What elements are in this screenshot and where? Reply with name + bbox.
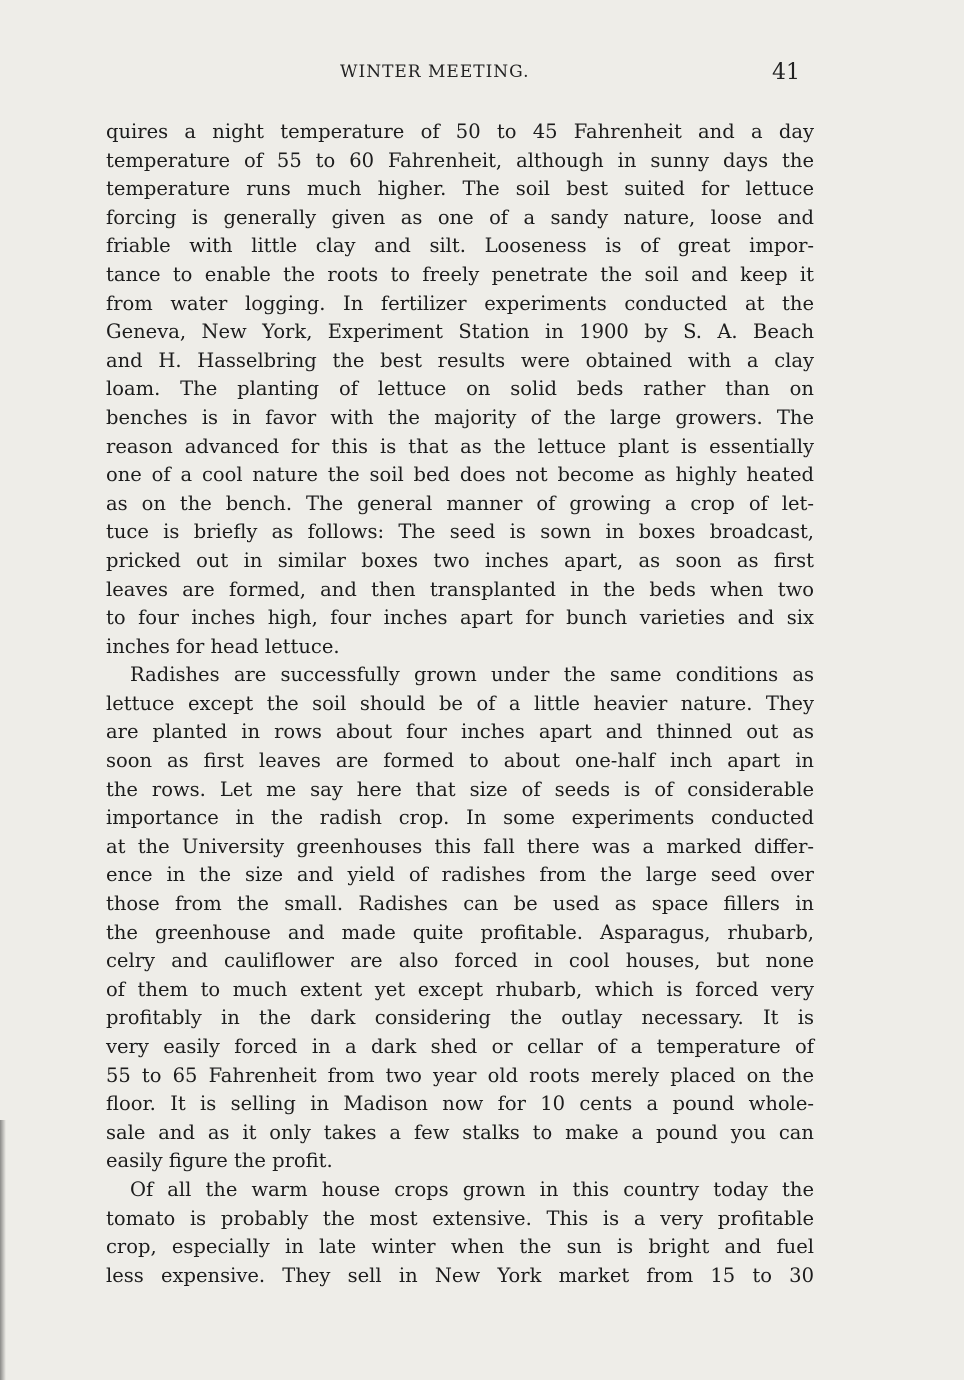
text-line: from water logging. In fertilizer experiments conducted at the <box>106 291 814 315</box>
text-line: forcing is generally given as one of a sandy nature, loose and <box>106 205 814 229</box>
text-line: 55 to 65 Fahrenheit from two year old roots merely placed on the <box>106 1063 814 1087</box>
text-line: pricked out in similar boxes two inches apart, as soon as first <box>106 548 814 572</box>
text-line: less expensive. They sell in New York market from 15 to 30 <box>106 1263 814 1287</box>
text-line: lettuce except the soil should be of a little heavier nature. They <box>106 691 814 715</box>
paragraph-start-line: Of all the warm house crops grown in this country today the <box>130 1177 814 1201</box>
text-line: the greenhouse and made quite profitable. Asparagus, rhubarb, <box>106 920 814 944</box>
text-line: the rows. Let me say here that size of seeds is of considerable <box>106 777 814 801</box>
text-line: leaves are formed, and then transplanted in the beds when two <box>106 577 814 601</box>
text-line: profitably in the dark considering the outlay necessary. It is <box>106 1006 814 1030</box>
text-line: temperature of 55 to 60 Fahrenheit, although in sunny days the <box>106 148 814 172</box>
text-line: very easily forced in a dark shed or cellar of a temperature of <box>106 1035 814 1058</box>
text-line: those from the small. Radishes can be used as space fillers in <box>106 892 814 916</box>
text-line: tuce is briefly as follows: The seed is sown in boxes broadcast, <box>106 520 814 544</box>
text-line: temperature runs much higher. The soil best suited for lettuce <box>106 177 814 201</box>
text-line: friable with little clay and silt. Looseness is of great impor- <box>106 234 814 258</box>
text-line: quires a night temperature of 50 to 45 Fahrenheit and a day <box>106 120 814 143</box>
text-line: ence in the size and yield of radishes from the large seed over <box>106 863 814 887</box>
text-line: benches is in favor with the majority of the large growers. The <box>106 405 814 429</box>
text-line: reason advanced for this is that as the lettuce plant is essentially <box>106 434 814 458</box>
text-line: to four inches high, four inches apart for bunch varieties and six <box>106 606 814 630</box>
text-line: tomato is probably the most extensive. This is a very profitable <box>106 1206 814 1230</box>
text-line: Geneva, New York, Experiment Station in 1900 by S. A. Beach <box>106 320 814 344</box>
text-line: celry and cauliflower are also forced in cool houses, but none <box>106 949 814 973</box>
text-line: and H. Hasselbring the best results were obtained with a clay <box>106 348 814 372</box>
text-line: soon as first leaves are formed to about one-half inch apart in <box>106 749 814 773</box>
text-line: at the University greenhouses this fall there was a marked differ- <box>106 834 814 858</box>
page-header <box>0 62 964 92</box>
page-binding-shadow <box>0 1120 6 1380</box>
text-line: crop, especially in late winter when the sun is bright and fuel <box>106 1235 814 1259</box>
paragraph-end-line: inches for head lettuce. <box>106 634 340 658</box>
text-line: sale and as it only takes a few stalks to make a pound you can <box>106 1120 814 1144</box>
text-line: of them to much extent yet except rhubarb, which is forced very <box>106 977 814 1001</box>
text-line: floor. It is selling in Madison now for 10 cents a pound whole- <box>106 1092 814 1116</box>
text-line: as on the bench. The general manner of growing a crop of let- <box>106 491 814 515</box>
text-line: tance to enable the roots to freely penetrate the soil and keep it <box>106 262 814 286</box>
page-number: 41 <box>772 60 800 85</box>
paragraph-end-line: easily figure the profit. <box>106 1149 333 1173</box>
text-line: are planted in rows about four inches apart and thinned out as <box>106 720 814 744</box>
text-line: loam. The planting of lettuce on solid beds rather than on <box>106 377 814 401</box>
paragraph-start-line: Radishes are successfully grown under the same conditions as <box>130 663 814 687</box>
body-text <box>106 118 814 1290</box>
running-head: WINTER MEETING. <box>340 62 530 82</box>
text-line: one of a cool nature the soil bed does not become as highly heated <box>106 463 814 487</box>
text-line: importance in the radish crop. In some experiments conducted <box>106 806 814 830</box>
